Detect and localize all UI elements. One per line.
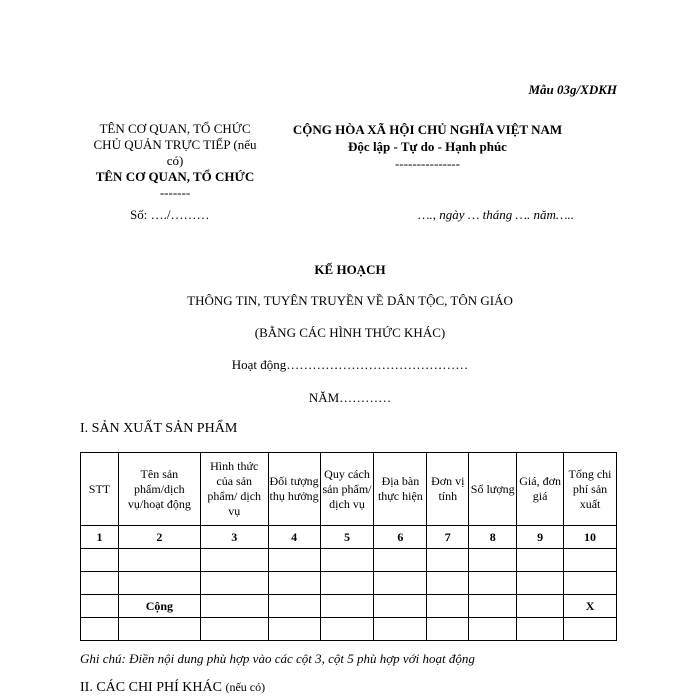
column-number: 9 — [517, 526, 564, 549]
table-cell[interactable] — [320, 549, 374, 572]
total-row — [81, 595, 617, 618]
agency-name: TÊN CƠ QUAN, TỔ CHỨC — [95, 169, 255, 184]
table-cell[interactable] — [81, 549, 119, 572]
table-cell[interactable] — [517, 595, 564, 618]
column-number: 10 — [564, 526, 617, 549]
section-1-heading: I. SẢN XUẤT SẢN PHẨM — [80, 421, 238, 436]
col-header-product-form: Hình thức của sản phẩm/ dịch vụ — [200, 453, 268, 526]
column-number: 7 — [427, 526, 469, 549]
col-header-quantity: Số lượng — [469, 453, 517, 526]
table-cell[interactable] — [200, 572, 268, 595]
col-header-beneficiary: Đối tượng thụ hưởng — [268, 453, 320, 526]
table-cell[interactable] — [320, 572, 374, 595]
table-cell[interactable] — [469, 572, 517, 595]
table-cell[interactable] — [200, 549, 268, 572]
table-cell[interactable] — [469, 549, 517, 572]
total-mark: X — [564, 595, 617, 618]
table-row — [81, 618, 617, 641]
table-cell[interactable] — [374, 549, 427, 572]
table-cell[interactable] — [320, 595, 374, 618]
column-number-row — [81, 526, 617, 549]
issuing-agency-header — [80, 121, 270, 201]
table-cell[interactable] — [374, 595, 427, 618]
table-cell[interactable] — [427, 572, 469, 595]
column-number: 2 — [118, 526, 200, 549]
plan-subtitle: THÔNG TIN, TUYÊN TRUYỀN VỀ DÂN TỘC, TÔN GIÁO — [187, 293, 513, 308]
column-number: 8 — [469, 526, 517, 549]
table-cell[interactable] — [564, 618, 617, 641]
plan-title: KẾ HOẠCH — [314, 262, 386, 277]
activity-line: Hoạt động…………………………………… — [231, 357, 469, 372]
motto: Độc lập - Tự do - Hạnh phúc — [348, 139, 507, 154]
form-code: Mẫu 03g/XDKH — [528, 82, 617, 97]
table-note: Ghi chú: Điền nội dung phù hợp vào các cột 3, cột 5 phù hợp với hoạt động — [80, 651, 475, 666]
agency-divider: ------- — [159, 185, 191, 200]
table-cell[interactable] — [118, 618, 200, 641]
table-cell[interactable] — [469, 618, 517, 641]
parent-agency-line-3: có) — [166, 153, 184, 168]
motto-divider: --------------- — [395, 156, 460, 171]
table-cell[interactable] — [374, 618, 427, 641]
column-number: 3 — [200, 526, 268, 549]
table-cell[interactable] — [268, 618, 320, 641]
section-2-heading — [80, 680, 265, 696]
table-cell[interactable] — [320, 618, 374, 641]
col-header-product-name: Tên sản phẩm/dịch vụ/hoạt động — [118, 453, 200, 526]
table-cell[interactable] — [118, 549, 200, 572]
table-cell[interactable] — [268, 572, 320, 595]
table-cell[interactable] — [469, 595, 517, 618]
parent-agency-line-1: TÊN CƠ QUAN, TỔ CHỨC — [99, 121, 251, 136]
column-number: 6 — [374, 526, 427, 549]
plan-method: (BẰNG CÁC HÌNH THỨC KHÁC) — [254, 325, 446, 340]
total-label: Cộng — [118, 595, 200, 618]
table-cell[interactable] — [268, 595, 320, 618]
table-cell[interactable] — [374, 572, 427, 595]
products-table — [80, 452, 617, 641]
year-line: NĂM………… — [308, 390, 392, 405]
table-row — [81, 549, 617, 572]
table-cell[interactable] — [427, 618, 469, 641]
table-cell[interactable] — [427, 549, 469, 572]
table-cell[interactable] — [81, 618, 119, 641]
table-cell[interactable] — [517, 549, 564, 572]
table-cell[interactable] — [200, 595, 268, 618]
col-header-total-cost: Tổng chi phí sản xuất — [564, 453, 617, 526]
col-header-unit: Đơn vị tính — [427, 453, 469, 526]
table-cell[interactable] — [200, 618, 268, 641]
table-cell[interactable] — [517, 572, 564, 595]
table-cell[interactable] — [81, 595, 119, 618]
section-2-qualifier: (nếu có) — [225, 680, 266, 694]
table-cell[interactable] — [564, 549, 617, 572]
table-cell[interactable] — [268, 549, 320, 572]
column-number: 4 — [268, 526, 320, 549]
table-header-row — [81, 453, 617, 526]
col-header-price: Giá, đơn giá — [517, 453, 564, 526]
document-date: …., ngày … tháng …. năm….. — [418, 207, 575, 222]
section-2-title: II. CÁC CHI PHÍ KHÁC — [80, 680, 222, 695]
table-cell[interactable] — [564, 572, 617, 595]
document-number: Số: …./……… — [130, 207, 210, 222]
table-cell[interactable] — [427, 595, 469, 618]
column-number: 1 — [81, 526, 119, 549]
table-cell[interactable] — [517, 618, 564, 641]
table-cell[interactable] — [118, 572, 200, 595]
table-cell[interactable] — [81, 572, 119, 595]
col-header-location: Địa bàn thực hiện — [374, 453, 427, 526]
table-row — [81, 572, 617, 595]
col-header-stt: STT — [81, 453, 119, 526]
column-number: 5 — [320, 526, 374, 549]
parent-agency-line-2: CHỦ QUẢN TRỰC TIẾP (nếu — [93, 137, 257, 152]
national-header — [275, 121, 580, 172]
col-header-specification: Quy cách sản phẩm/ dịch vụ — [320, 453, 374, 526]
country-name: CỘNG HÒA XÃ HỘI CHỦ NGHĨA VIỆT NAM — [292, 122, 563, 137]
